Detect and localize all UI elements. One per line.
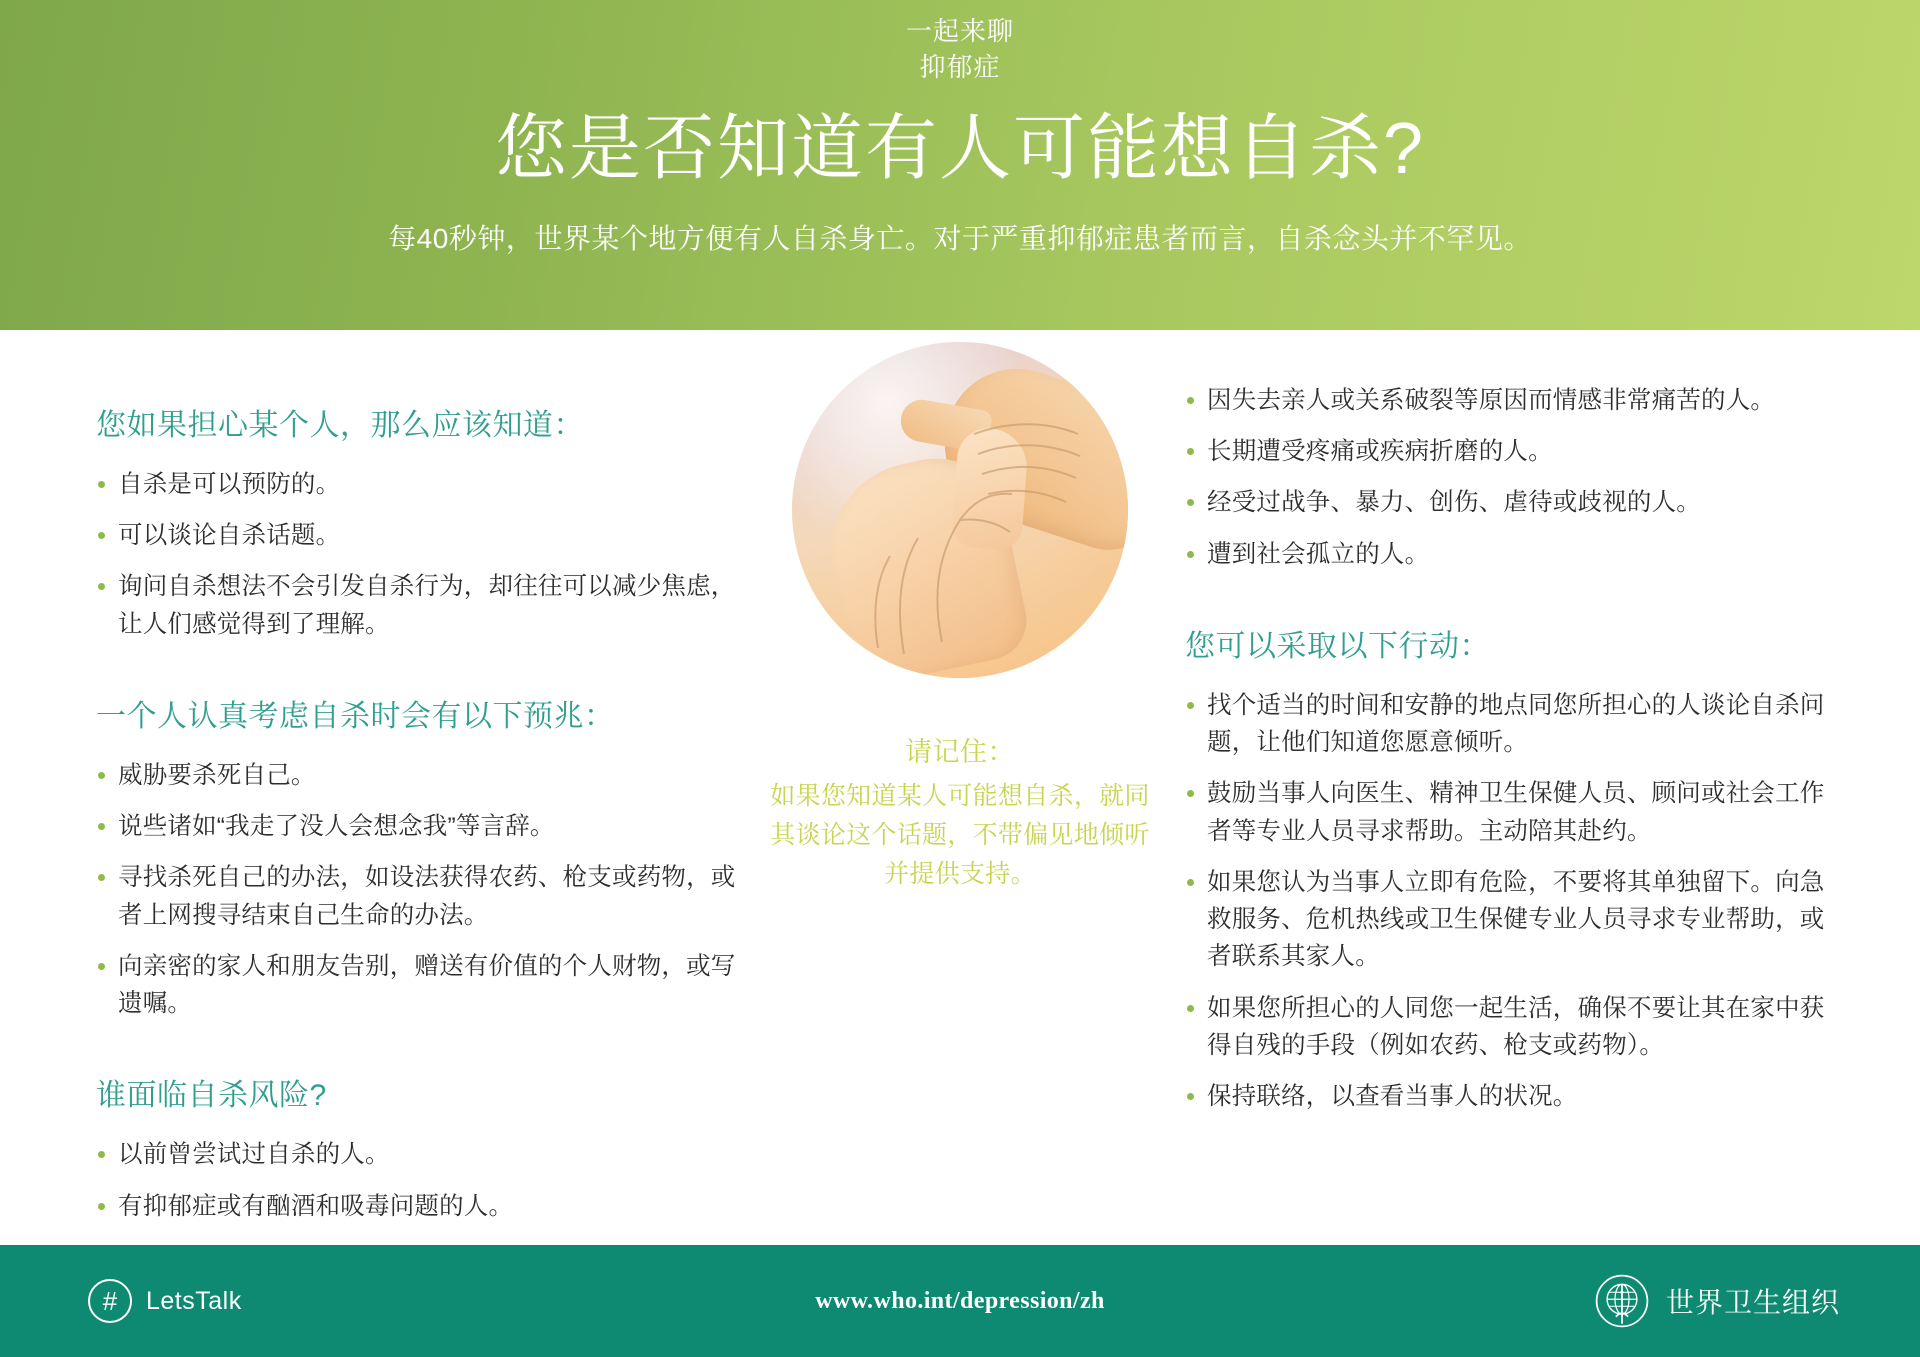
list-item: 寻找杀死自己的办法，如设法获得农药、枪支或药物，或者上网搜寻结束自己生命的办法。: [96, 859, 756, 933]
who-emblem-icon: [1594, 1273, 1650, 1329]
list-item: 如果您所担心的人同您一起生活，确保不要让其在家中获得自残的手段（例如农药、枪支或药物）。: [1185, 990, 1835, 1064]
who-organization-name: 世界卫生组织: [1665, 1287, 1840, 1318]
list-item: 长期遭受疼痛或疾病折磨的人。: [1185, 433, 1835, 470]
list-item: 询问自杀想法不会引发自杀行为，却往往可以减少焦虑，让人们感觉得到了理解。: [96, 568, 756, 642]
list-item: 有抑郁症或有酗酒和吸毒问题的人。: [96, 1188, 756, 1225]
list-actions: [1185, 687, 1835, 1115]
list-item: 鼓励当事人向医生、精神卫生保健人员、顾问或社会工作者等专业人员寻求帮助。主动陪其赴约。: [1185, 775, 1835, 849]
section-title-concern: 您如果担心某个人，那么应该知道：: [96, 409, 584, 442]
section-title-who-at-risk: 谁面临自杀风险?: [96, 1079, 327, 1113]
who-logo-block: [1594, 1273, 1840, 1329]
poster-body: [0, 330, 1920, 1245]
list-item: 可以谈论自杀话题。: [96, 517, 756, 554]
list-item: 找个适当的时间和安静的地点同您所担心的人谈论自杀问题，让他们知道您愿意倾听。: [1185, 687, 1835, 761]
list-item: 自杀是可以预防的。: [96, 466, 756, 503]
remember-title: 请记住：: [905, 737, 1015, 767]
list-item: 因失去亲人或关系破裂等原因而情感非常痛苦的人。: [1185, 382, 1835, 419]
list-concern-facts: [96, 466, 756, 643]
list-warning-signs: [96, 757, 756, 1022]
hands-illustration: [792, 342, 1128, 678]
section-title-actions: 您可以采取以下行动：: [1185, 629, 1490, 663]
page-subtitle: 每40秒钟，世界某个地方便有人自杀身亡。对于严重抑郁症患者而言，自杀念头并不罕见。: [388, 223, 1532, 255]
list-item: 遭到社会孤立的人。: [1185, 536, 1835, 573]
hand-outline-icon: [792, 342, 1128, 678]
list-item: 保持联络，以查看当事人的状况。: [1185, 1078, 1835, 1115]
campaign-brand: [0, 14, 1920, 86]
right-column: [1185, 330, 1835, 1163]
middle-column: [770, 330, 1150, 894]
hash-icon: #: [88, 1279, 132, 1323]
remember-note: [770, 730, 1150, 894]
remember-text: 如果您知道某人可能想自杀，就同其谈论这个话题，不带偏见地倾听并提供支持。: [770, 782, 1150, 888]
list-item: 以前曾尝试过自杀的人。: [96, 1136, 756, 1173]
list-who-at-risk-continued: [1185, 382, 1835, 573]
list-item: 说些诸如“我走了没人会想念我”等言辞。: [96, 808, 756, 845]
list-item: 向亲密的家人和朋友告别，赠送有价值的个人财物，或写遗嘱。: [96, 948, 756, 1022]
section-title-warning-signs: 一个人认真考虑自杀时会有以下预兆：: [96, 699, 615, 733]
campaign-brand-line1: 一起来聊: [905, 16, 1014, 46]
poster-footer: [0, 1245, 1920, 1357]
poster-header: [0, 0, 1920, 330]
left-column: [96, 330, 756, 1273]
footer-url[interactable]: www.who.int/depression/zh: [815, 1287, 1105, 1314]
list-item: 经受过战争、暴力、创伤、虐待或歧视的人。: [1185, 484, 1835, 521]
campaign-brand-line2: 抑郁症: [919, 51, 1001, 82]
list-item: 如果您认为当事人立即有危险，不要将其单独留下。向急救服务、危机热线或卫生保健专业人员寻求专业帮助，或者联系其家人。: [1185, 864, 1835, 976]
hashtag-label: LetsTalk: [146, 1286, 242, 1315]
list-who-at-risk: [96, 1136, 756, 1224]
list-item: 威胁要杀死自己。: [96, 757, 756, 794]
page-title: 您是否知道有人可能想自杀?: [494, 108, 1426, 189]
